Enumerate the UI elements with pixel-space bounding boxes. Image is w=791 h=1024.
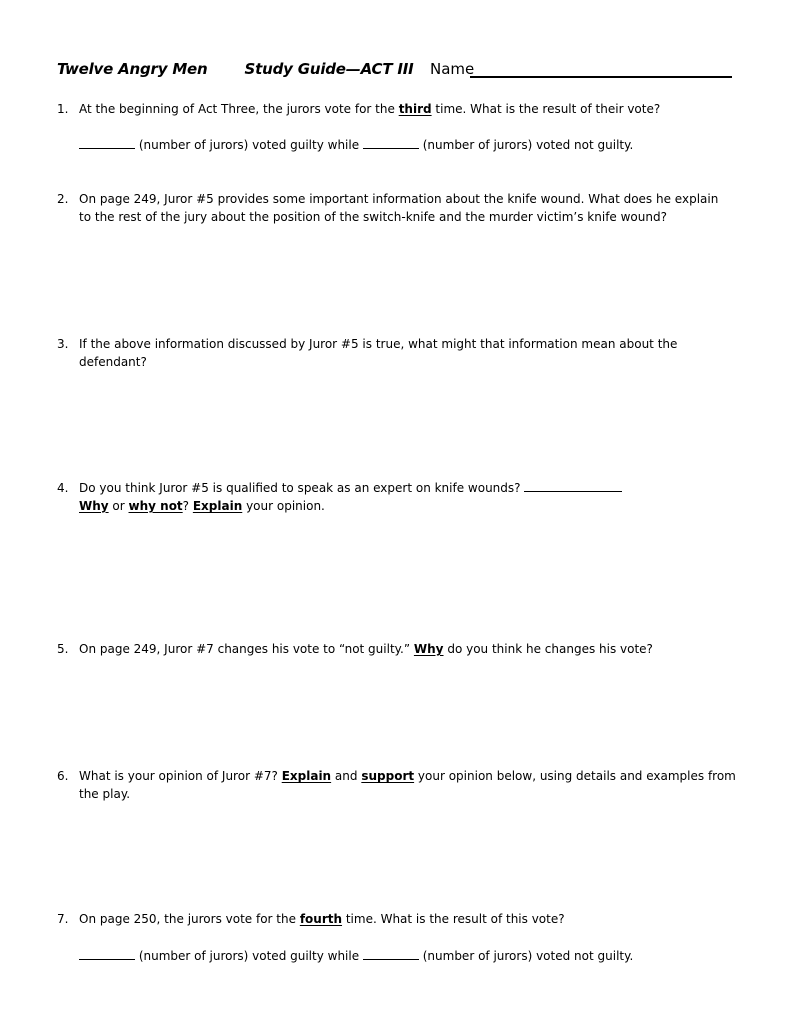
question-text: On page 250, the jurors vote for the fourth time. What is the result of this vote?: [79, 912, 565, 926]
answer-line: (number of jurors) voted guilty while (number of jurors) voted not guilty.: [79, 136, 633, 154]
question-text-line1: If the above information discussed by Juror #5 is true, what might that information mean about the: [79, 337, 678, 351]
question-text: On page 249, Juror #7 changes his vote to “not guilty.” Why do you think he changes his vote?: [79, 642, 653, 656]
question-text: At the beginning of Act Three, the jurors vote for the third time. What is the result of their vote?: [79, 102, 661, 116]
yes-no-blank[interactable]: [524, 479, 622, 492]
question-number: 3.: [57, 337, 69, 351]
question-number: 4.: [57, 481, 69, 495]
question-number: 2.: [57, 192, 69, 206]
question-number: 1.: [57, 102, 69, 116]
guilty-count-blank[interactable]: [79, 136, 135, 149]
question-text-line1: Do you think Juror #5 is qualified to speak as an expert on knife wounds?: [79, 479, 622, 497]
question-text-line2: the play.: [79, 787, 131, 801]
question-number: 6.: [57, 769, 69, 783]
question-text-line1: On page 249, Juror #5 provides some important information about the knife wound. What does he explain: [79, 192, 719, 206]
question-number: 7.: [57, 912, 69, 926]
question-text-line1: What is your opinion of Juror #7? Explain and support your opinion below, using details and examples from: [79, 769, 736, 783]
question-text-line2: to the rest of the jury about the position of the switch-knife and the murder victim’s knife wound?: [79, 210, 667, 224]
question-text-line2: defendant?: [79, 355, 147, 369]
worksheet-title: [57, 60, 414, 78]
answer-line: (number of jurors) voted guilty while (number of jurors) voted not guilty.: [79, 947, 633, 965]
play-title: Twelve Angry Men: [57, 60, 208, 78]
not-guilty-count-blank[interactable]: [363, 136, 419, 149]
name-label: Name: [430, 60, 475, 78]
name-blank[interactable]: [470, 76, 732, 78]
guide-subtitle: Study Guide—ACT III: [244, 60, 414, 78]
question-text-line2: Why or why not? Explain your opinion.: [79, 499, 325, 513]
guilty-count-blank[interactable]: [79, 947, 135, 960]
question-number: 5.: [57, 642, 69, 656]
not-guilty-count-blank[interactable]: [363, 947, 419, 960]
